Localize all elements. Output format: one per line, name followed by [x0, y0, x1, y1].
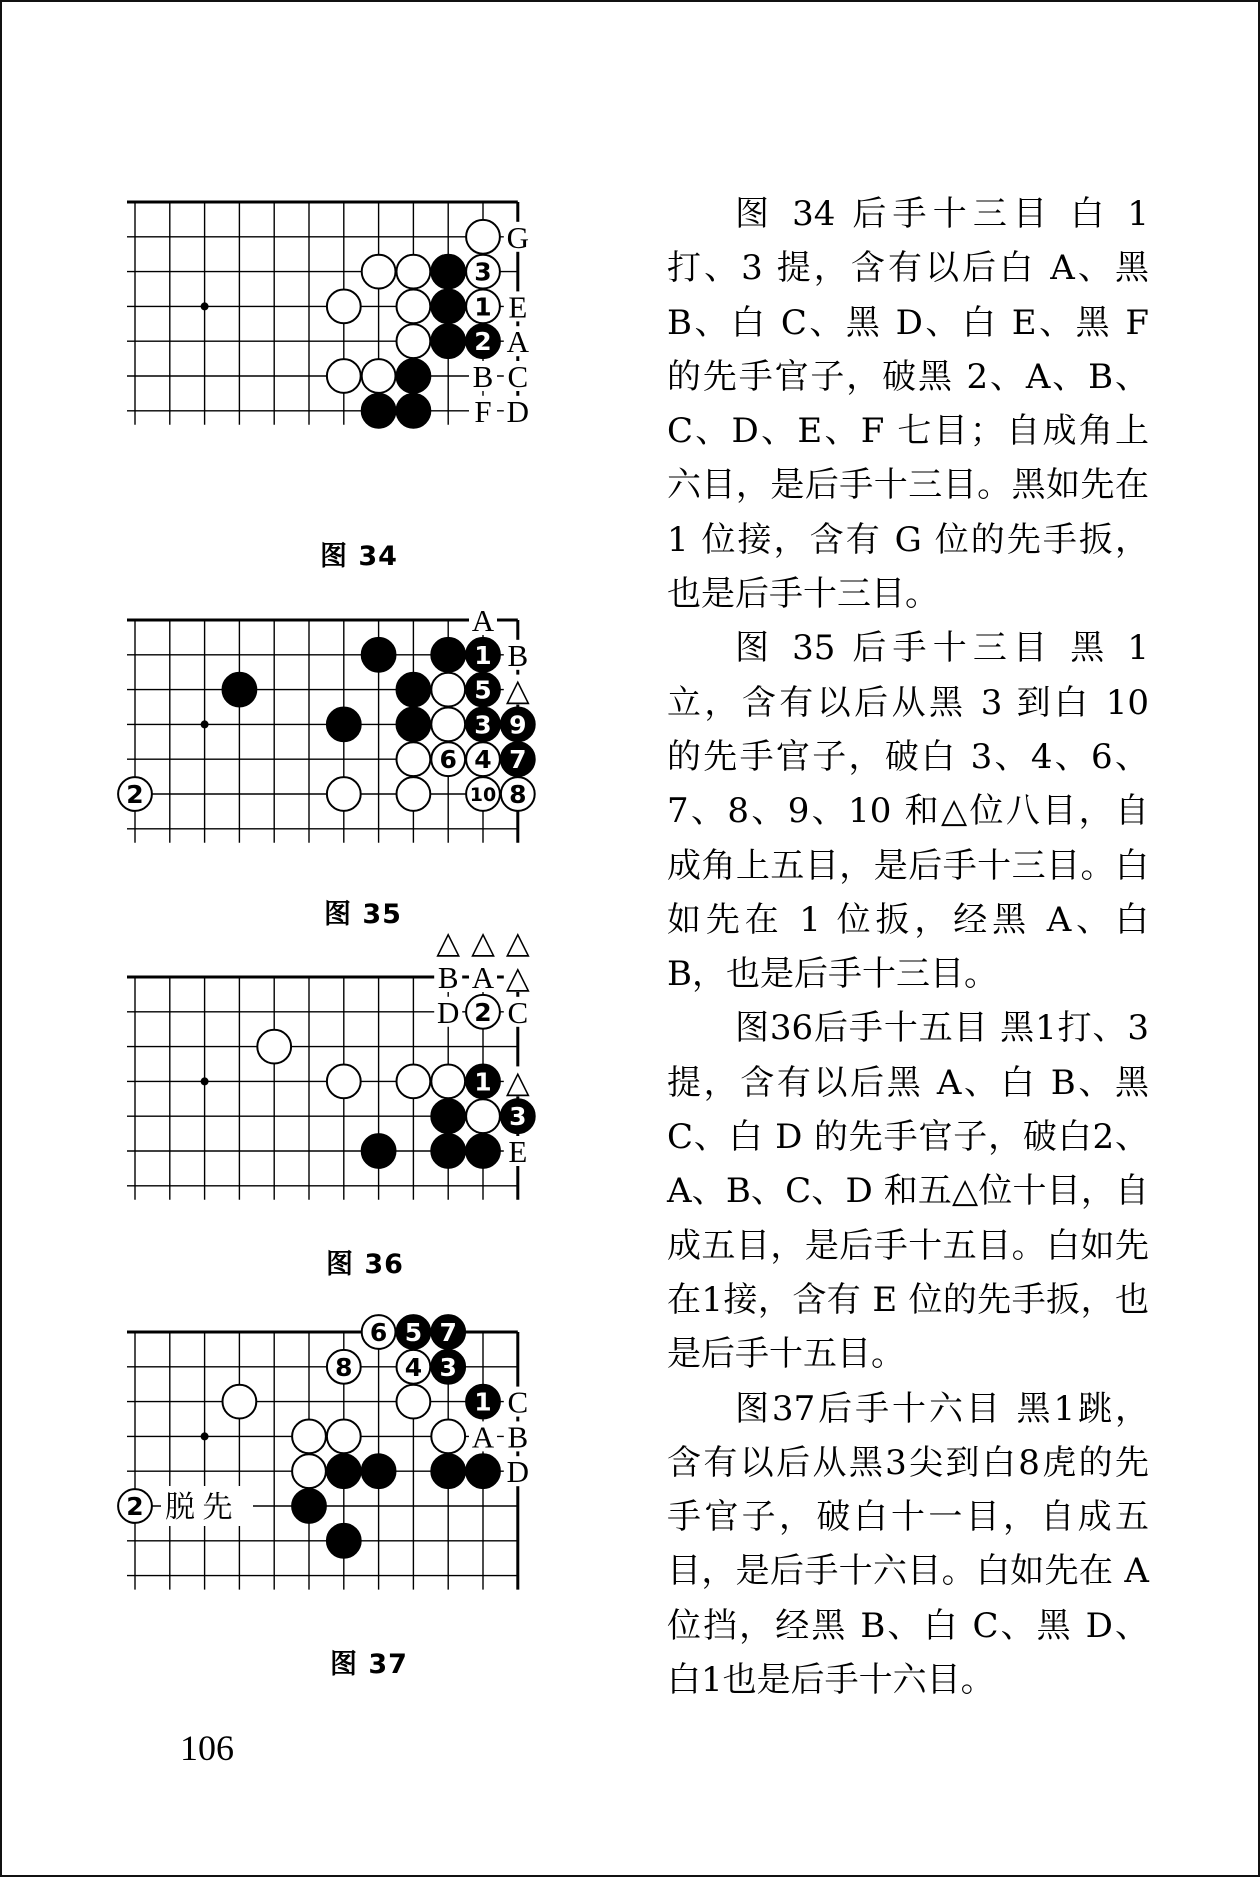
stone-disc — [431, 290, 465, 324]
white-stone — [397, 290, 431, 324]
stone-disc — [327, 1065, 361, 1099]
board-point-label: △ — [471, 925, 495, 961]
star-point — [201, 1432, 209, 1440]
stone-disc — [431, 1134, 465, 1168]
stone-move-number: 8 — [335, 1352, 353, 1382]
stone-move-number: 8 — [509, 780, 527, 809]
black-stone — [431, 1454, 465, 1488]
black-stone — [431, 1350, 465, 1384]
black-stone — [466, 1385, 500, 1419]
board-point-label: △ — [505, 672, 530, 708]
white-stone — [466, 290, 500, 324]
white-stone — [327, 1420, 361, 1454]
board-point-label: C — [507, 994, 529, 1030]
white-stone — [118, 777, 152, 811]
black-stone — [397, 673, 431, 707]
tenuki-annotation: 脱 先 — [165, 1491, 233, 1524]
stone-move-number: 7 — [509, 745, 527, 775]
stone-move-number: 2 — [474, 997, 492, 1027]
black-stone — [466, 1454, 500, 1488]
white-stone — [466, 255, 500, 289]
stone-disc — [431, 1454, 465, 1488]
stone-disc — [397, 324, 431, 358]
stone-disc — [397, 673, 431, 707]
stone-move-number: 6 — [439, 745, 457, 775]
white-stone — [466, 220, 500, 254]
stone-disc — [466, 220, 500, 254]
stone-disc — [397, 394, 431, 428]
stone-disc — [327, 359, 361, 393]
stone-disc — [362, 359, 396, 393]
stone-disc — [397, 777, 431, 811]
stone-move-number: 7 — [439, 1318, 457, 1347]
black-stone — [362, 1134, 396, 1168]
paragraph-36: 图36后手十五目 黑1打、3提，含有以后黑 A、白 B、黑 C、白 D 的先手官子，破白2、A、B、C、D 和五△位十目，自成五目，是后手十五目。白如先在1接，含有 E 位的先手扳，也是后手十五目。 — [667, 1008, 1149, 1375]
diagram-37 — [126, 1307, 650, 1680]
black-stone — [431, 1315, 465, 1349]
black-stone — [431, 290, 465, 324]
stone-disc — [431, 638, 465, 672]
board-point-label: D — [506, 393, 529, 429]
stone-disc — [431, 673, 465, 707]
stone-move-number: 10 — [469, 783, 497, 806]
white-stone — [118, 1489, 152, 1523]
white-stone — [327, 359, 361, 393]
stone-disc — [327, 708, 361, 742]
go-board-35 — [126, 582, 650, 942]
stone-disc — [397, 1065, 431, 1099]
caption-36: 图 36 — [326, 1249, 404, 1280]
board-point-label: E — [508, 1134, 528, 1169]
black-stone — [466, 1134, 500, 1168]
white-stone — [431, 742, 465, 776]
star-point — [201, 1077, 209, 1085]
caption-35: 图 35 — [324, 899, 402, 930]
black-stone — [466, 1065, 500, 1099]
white-stone — [431, 708, 465, 742]
stone-move-number: 3 — [509, 1102, 527, 1132]
stone-disc — [397, 708, 431, 742]
black-stone — [501, 1099, 535, 1133]
stone-move-number: 4 — [404, 1352, 423, 1382]
board-point-label: G — [506, 219, 529, 255]
white-stone — [362, 1315, 396, 1349]
stone-move-number: 5 — [404, 1318, 423, 1347]
diagram-36 — [130, 925, 650, 1297]
black-stone — [466, 673, 500, 707]
stone-disc — [397, 255, 431, 289]
white-stone — [397, 1065, 431, 1099]
stone-disc — [466, 1134, 500, 1168]
stone-disc — [397, 742, 431, 776]
black-stone — [466, 324, 500, 358]
stone-move-number: 1 — [474, 640, 492, 670]
black-stone — [466, 638, 500, 672]
board-point-label: A — [471, 603, 495, 638]
stone-move-number: 1 — [474, 1067, 492, 1097]
stone-disc — [397, 290, 431, 324]
stone-disc — [397, 359, 431, 393]
white-stone — [397, 1385, 431, 1419]
paragraph-34: 图 34 后手十三目 白 1 打、3 提，含有以后白 A、黑 B、白 C、黑 D、白 E、黑 F 的先手官子，破黑 2、A、B、C、D、E、F 七目；自成角上六目，是后手十三目。黑如先在 1 位接，含有 G 位的先手扳，也是后手十三目。 — [667, 194, 1149, 615]
board-point-label: D — [506, 1454, 529, 1490]
board-point-label: F — [474, 393, 492, 429]
stone-disc — [362, 638, 396, 672]
black-stone — [501, 742, 535, 776]
stone-move-number: 9 — [509, 710, 527, 740]
caption-34: 图 34 — [320, 541, 398, 572]
white-stone — [501, 777, 535, 811]
stone-disc — [327, 290, 361, 324]
stone-disc — [431, 1099, 465, 1133]
stone-move-number: 5 — [474, 675, 492, 705]
black-stone — [292, 1489, 326, 1523]
stone-move-number: 3 — [474, 257, 492, 287]
board-point-label: C — [507, 359, 529, 394]
black-stone — [223, 673, 257, 707]
board-point-label: E — [508, 289, 528, 325]
board-point-label: B — [507, 1419, 529, 1455]
black-stone — [431, 324, 465, 358]
black-stone — [362, 638, 396, 672]
stone-disc — [362, 255, 396, 289]
black-stone — [466, 708, 500, 742]
white-stone — [397, 1350, 431, 1384]
black-stone — [362, 394, 396, 428]
white-stone — [327, 290, 361, 324]
stone-disc — [223, 1385, 257, 1419]
stone-disc — [431, 1420, 465, 1454]
stone-disc — [257, 1030, 291, 1064]
stone-disc — [431, 1065, 465, 1099]
commentary-text — [667, 187, 1149, 1707]
black-stone — [397, 708, 431, 742]
white-stone — [327, 777, 361, 811]
stone-disc — [327, 1524, 361, 1558]
black-stone — [397, 1315, 431, 1349]
star-point — [201, 720, 209, 728]
white-stone — [431, 673, 465, 707]
black-stone — [431, 1134, 465, 1168]
stone-disc — [362, 1454, 396, 1488]
black-stone — [327, 1454, 361, 1488]
black-stone — [327, 708, 361, 742]
black-stone — [501, 708, 535, 742]
caption-37: 图 37 — [330, 1649, 408, 1680]
white-stone — [292, 1420, 326, 1454]
board-point-label: B — [472, 359, 494, 394]
stone-disc — [362, 1134, 396, 1168]
white-stone — [257, 1030, 291, 1064]
stone-disc — [292, 1420, 326, 1454]
stone-move-number: 3 — [474, 710, 492, 740]
white-stone — [466, 1099, 500, 1133]
board-point-label: △ — [436, 925, 461, 961]
stone-move-number: 2 — [126, 1492, 144, 1521]
stone-move-number: 2 — [126, 780, 144, 809]
white-stone — [362, 255, 396, 289]
board-point-label: A — [506, 324, 529, 360]
diagram-34 — [130, 172, 650, 572]
white-stone — [397, 742, 431, 776]
black-stone — [327, 1524, 361, 1558]
white-stone — [362, 359, 396, 393]
paragraph-37: 图37后手十六目 黑1跳，含有以后从黑3尖到白8虎的先手官子，破白十一目，自成五目，是后手十六目。白如先在 A 位挡，经黑 B、白 C、黑 D、白1也是后手十六目。 — [667, 1388, 1149, 1701]
page-number: 106 — [180, 1728, 234, 1768]
stone-move-number: 1 — [474, 292, 492, 322]
black-stone — [431, 1099, 465, 1133]
white-stone — [431, 1065, 465, 1099]
board-point-label: A — [471, 1419, 495, 1455]
stone-disc — [327, 1420, 361, 1454]
white-stone — [466, 777, 500, 811]
white-stone — [397, 255, 431, 289]
stone-disc — [431, 708, 465, 742]
stone-disc — [327, 777, 361, 811]
stone-disc — [466, 1454, 500, 1488]
white-stone — [327, 1350, 361, 1384]
black-stone — [397, 359, 431, 393]
board-point-label: B — [437, 960, 459, 995]
go-board-34 — [130, 172, 650, 532]
board-point-label: C — [507, 1384, 529, 1420]
stone-disc — [362, 394, 396, 428]
white-stone — [466, 995, 500, 1029]
board-point-label: B — [507, 637, 529, 673]
go-board-37 — [126, 1307, 650, 1667]
black-stone — [362, 1454, 396, 1488]
stone-disc — [397, 1385, 431, 1419]
white-stone — [397, 777, 431, 811]
white-stone — [292, 1454, 326, 1488]
stone-move-number: 3 — [439, 1352, 457, 1382]
stone-move-number: 2 — [474, 327, 492, 357]
stone-disc — [431, 324, 465, 358]
stone-move-number: 6 — [369, 1318, 388, 1347]
stone-move-number: 4 — [474, 745, 492, 775]
stone-move-number: 1 — [474, 1387, 492, 1417]
white-stone — [431, 1420, 465, 1454]
white-stone — [466, 742, 500, 776]
white-stone — [223, 1385, 257, 1419]
white-stone — [327, 1065, 361, 1099]
board-point-label: △ — [505, 925, 530, 961]
stone-disc — [292, 1454, 326, 1488]
board-point-label: △ — [505, 960, 530, 995]
board-point-label: D — [437, 994, 460, 1030]
board-point-label: △ — [505, 1064, 530, 1100]
stone-disc — [223, 673, 257, 707]
diagram-35 — [126, 582, 650, 942]
stone-disc — [327, 1454, 361, 1488]
stone-disc — [431, 255, 465, 289]
black-stone — [397, 394, 431, 428]
paragraph-35: 图 35 后手十三目 黑 1 立，含有以后从黑 3 到白 10 的先手官子，破白 3、4、6、7、8、9、10 和△位八目，自成角上五目，是后手十三目。白如先在 1 位扳，经黑 A、白 B，也是后手十三目。 — [667, 628, 1149, 995]
black-stone — [431, 255, 465, 289]
white-stone — [397, 324, 431, 358]
board-point-label: A — [471, 960, 495, 995]
stone-disc — [466, 1099, 500, 1133]
black-stone — [431, 638, 465, 672]
stone-disc — [292, 1489, 326, 1523]
star-point — [201, 302, 209, 310]
